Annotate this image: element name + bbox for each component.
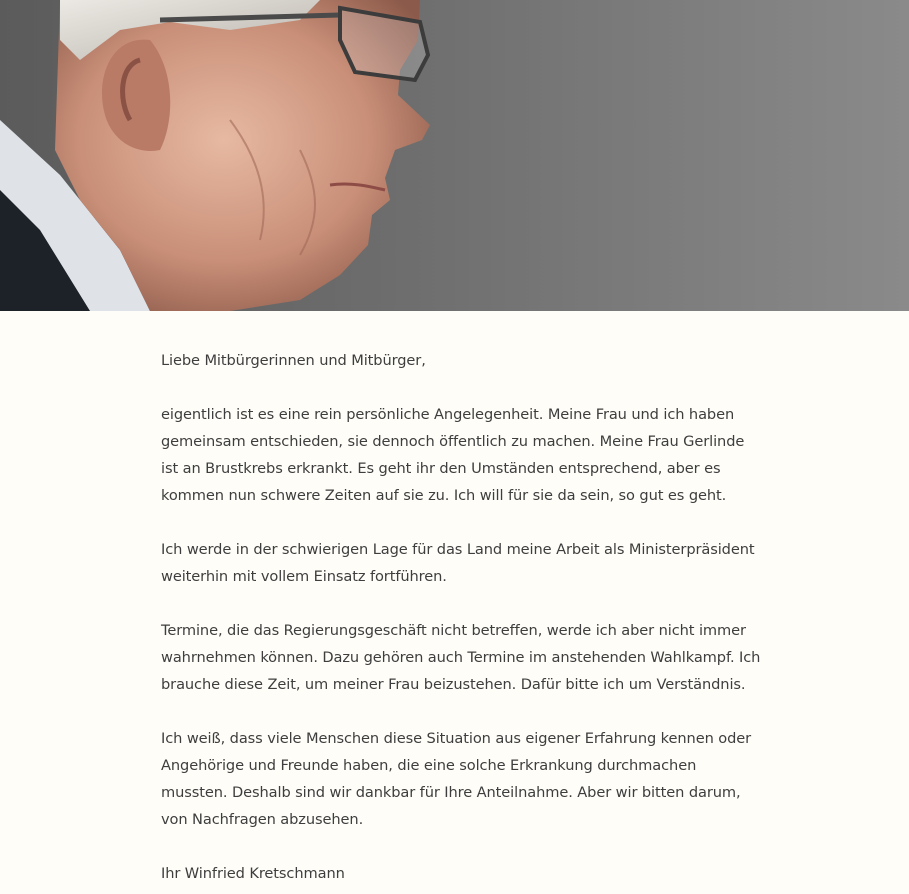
letter-paragraph: eigentlich ist es eine rein persönliche Angelegenheit. Meine Frau und ich haben gemeinsam entschieden, sie dennoch öffentlich zu machen. Meine Frau Gerlinde ist an Brustkrebs erkrankt. Es geht ihr den Umständen entsprechend, aber es kommen nun schwere Zeiten auf sie zu. Ich will für sie da sein, so gut es geht. — [161, 406, 745, 504]
hero-photo — [0, 0, 909, 311]
letter-salutation: Liebe Mitbürgerinnen und Mitbürger, — [161, 352, 426, 369]
letter-signature: Ihr Winfried Kretschmann — [161, 865, 345, 882]
letter-body — [161, 347, 761, 887]
portrait-photo — [0, 0, 909, 311]
letter-paragraph: Ich weiß, dass viele Menschen diese Situation aus eigener Erfahrung kennen oder Angehörige und Freunde haben, die eine solche Erkrankung durchmachen mussten. Deshalb sind wir dankbar für Ihre Anteilnahme. Aber wir bitten darum, von Nachfragen abzusehen. — [161, 730, 752, 828]
letter-paragraph: Termine, die das Regierungsgeschäft nicht betreffen, werde ich aber nicht immer wahrnehmen können. Dazu gehören auch Termine im anstehenden Wahlkampf. Ich brauche diese Zeit, um meiner Frau beizustehen. Dafür bitte ich um Verständnis. — [161, 622, 761, 693]
letter-paragraph: Ich werde in der schwierigen Lage für das Land meine Arbeit als Ministerpräsident weiterhin mit vollem Einsatz fortführen. — [161, 541, 755, 585]
